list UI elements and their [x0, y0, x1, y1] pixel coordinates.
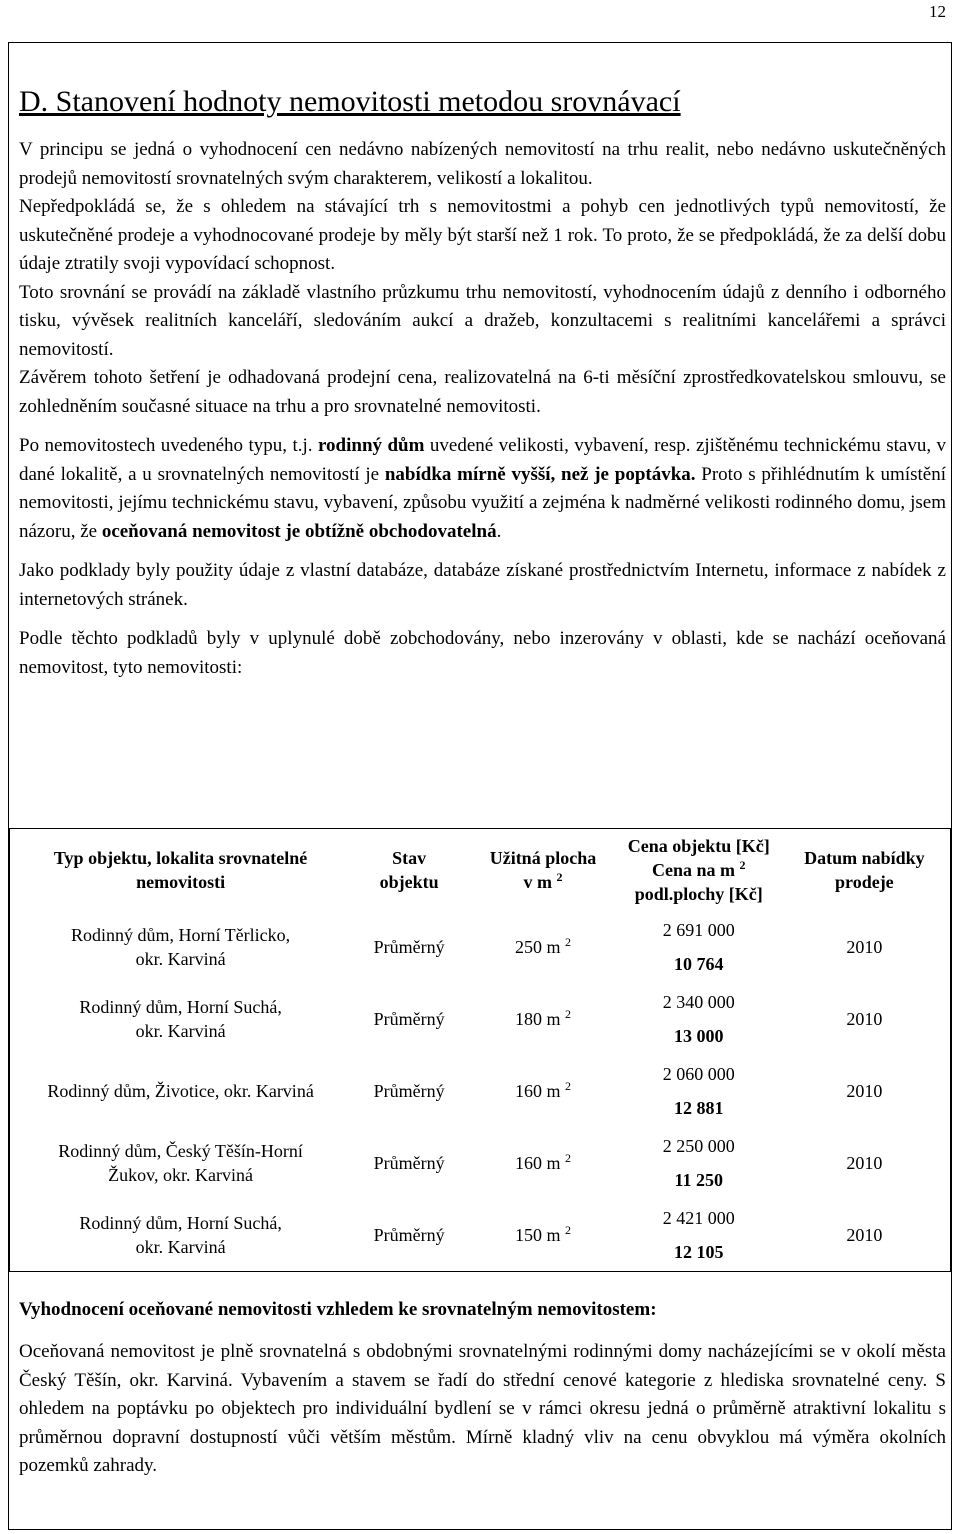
evaluation-text: Oceňovaná nemovitost je plně srovnatelná s obdobnými srovnatelnými rodinnými domy nacházejícími se v okolí města Český Těšín, okr. Karviná. Vybavením a stavem se řadí do střední cenové kategorie z hlediska srovnatelné ceny. S ohledem na poptávku po objektech pro individuální bydlení se v rámci okresu jedná o průměrně atraktivní lokalitu s průměrnou dopravní dostupností vůči větším městům. Mírně kladný vliv na cenu obvyklou má výměra okolních pozemků zahrady. — [19, 1341, 946, 1476]
cell-area-value: 160 m — [514, 1081, 561, 1101]
table-header-row — [10, 829, 951, 912]
header-price-line3: podl.plochy [Kč] — [634, 884, 763, 904]
paragraph-method: Toto srovnání se provádí na základě vlastního průzkumu trhu nemovitostí, vyhodnocením údajů z denního i odborného tisku, vývěsek realitních kanceláří, sledováním aukcí a dražeb, konzultacemi s realitními kancelářemi a správci nemovitostí. — [19, 281, 946, 360]
header-state-line1: Stav — [392, 848, 427, 868]
header-area-line2: v m — [523, 872, 552, 892]
market-text-d: nabídka mírně vyšší, než je poptávka. — [384, 463, 696, 485]
cell-area-sup: 2 — [564, 1007, 571, 1021]
header-area-sup: 2 — [556, 870, 563, 884]
table-row — [10, 983, 951, 1055]
header-state — [351, 829, 467, 912]
cell-area — [467, 1127, 619, 1199]
cell-area-value: 150 m — [514, 1225, 561, 1245]
cell-type: Rodinný dům, Horní Suchá, okr. Karviná — [79, 1213, 282, 1257]
cell-price-m2: 12 881 — [674, 1098, 724, 1118]
cell-price — [619, 1199, 779, 1272]
table-row — [10, 1055, 951, 1127]
header-area-line1: Užitná plocha — [489, 848, 597, 868]
cell-area-value: 160 m — [514, 1153, 561, 1173]
cell-type: Rodinný dům, Horní Suchá, okr. Karviná — [79, 997, 282, 1041]
cell-area — [467, 911, 619, 983]
cell-area-sup: 2 — [564, 935, 571, 949]
table-row — [10, 1127, 951, 1199]
market-text-b: rodinný dům — [317, 435, 425, 456]
paragraph-list-intro: Podle těchto podkladů byly v uplynulé době zobchodovány, nebo inzerovány v oblasti, kde se nachází oceňovaná nemovitost, tyto nemovitosti: — [19, 628, 946, 678]
cell-price — [619, 1127, 779, 1199]
cell-price — [619, 983, 779, 1055]
cell-state: Průměrný — [373, 937, 445, 957]
table-row — [10, 911, 951, 983]
main-content — [19, 84, 946, 682]
header-state-line2: objektu — [379, 872, 439, 892]
cell-date: 2010 — [846, 1081, 883, 1101]
cell-price-m2: 10 764 — [674, 954, 724, 974]
cell-price-total: 2 691 000 — [662, 920, 735, 940]
paragraph-conclusion: Závěrem tohoto šetření je odhadovaná prodejní cena, realizovatelná na 6-ti měsíční zprostředkovatelskou smlouvu, se zohledněním současné situace na trhu a pro srovnatelné nemovitosti. — [19, 367, 946, 417]
page-number: 12 — [929, 2, 946, 21]
cell-price-m2: 12 105 — [674, 1242, 724, 1262]
cell-date: 2010 — [846, 1153, 883, 1173]
cell-state: Průměrný — [373, 1153, 445, 1173]
cell-price-total: 2 250 000 — [662, 1136, 735, 1156]
cell-area-value: 250 m — [514, 937, 561, 957]
cell-state: Průměrný — [373, 1225, 445, 1245]
table-header — [10, 829, 951, 912]
market-text-a: Po nemovitostech uvedeného typu, t.j. — [19, 435, 318, 456]
header-price-sup: 2 — [739, 858, 746, 872]
cell-area-sup: 2 — [564, 1223, 571, 1237]
cell-price-total: 2 060 000 — [662, 1064, 735, 1084]
cell-date: 2010 — [846, 937, 883, 957]
market-text-e: Proto s přihlédnutím k umístění nemovitosti, jejímu technickému stavu, vybavení, způsobu využití a zejména k nadměrné velikosti rodinného domu, jsem názoru, že — [19, 463, 946, 542]
paragraph-principle: V principu se jedná o vyhodnocení cen nedávno nabízených nemovitostí na trhu realit, nebo nedávno uskutečněných prodejů nemovitostí srovnatelných svým charakterem, velikostí a lokalitou. — [19, 139, 946, 189]
evaluation-heading: Vyhodnocení oceňované nemovitosti vzhledem ke srovnatelným nemovitostem: — [19, 1299, 657, 1320]
cell-price-m2: 13 000 — [674, 1026, 724, 1046]
header-type — [10, 829, 352, 912]
paragraph-assumption: Nepředpokládá se, že s ohledem na stávající trh s nemovitostmi a pohyb cen jednotlivých typů nemovitostí, že uskutečněné prodeje a vyhodnocované prodeje by měly být starší než 1 rok. To proto, že se předpokládá, že za delší dobu údaje ztratily svoji vypovídací schopnost. — [19, 196, 946, 274]
cell-state: Průměrný — [373, 1009, 445, 1029]
cell-type: Rodinný dům, Horní Těrlicko, okr. Karviná — [71, 925, 291, 969]
cell-price-total: 2 340 000 — [662, 992, 735, 1012]
cell-area — [467, 1055, 619, 1127]
market-text-g: . — [496, 520, 502, 542]
evaluation-section — [19, 1296, 946, 1481]
header-type-label: Typ objektu, lokalita srovnatelné nemovitosti — [53, 848, 308, 892]
header-price — [619, 829, 779, 912]
cell-area-value: 180 m — [514, 1009, 561, 1029]
header-date-label: Datum nabídky prodeje — [804, 848, 925, 892]
comparison-table — [9, 828, 951, 1272]
header-price-line2: Cena na m — [652, 860, 736, 880]
header-area — [467, 829, 619, 912]
cell-date: 2010 — [846, 1225, 883, 1245]
cell-price — [619, 1055, 779, 1127]
cell-area — [467, 983, 619, 1055]
cell-area-sup: 2 — [564, 1079, 571, 1093]
cell-price-m2: 11 250 — [674, 1170, 724, 1190]
section-heading: D. Stanovení hodnoty nemovitosti metodou srovnávací — [19, 85, 681, 118]
market-text-f: oceňovaná nemovitost je obtížně obchodovatelná — [101, 520, 497, 542]
cell-price — [619, 911, 779, 983]
cell-type: Rodinný dům, Životice, okr. Karviná — [47, 1081, 314, 1101]
table-body — [10, 911, 951, 1272]
cell-area-sup: 2 — [564, 1151, 571, 1165]
cell-type: Rodinný dům, Český Těšín-Horní Žukov, okr. Karviná — [58, 1141, 303, 1185]
cell-price-total: 2 421 000 — [662, 1208, 735, 1228]
paragraph-market — [19, 432, 946, 546]
market-text-c: uvedené velikosti, vybavení, resp. zjištěnému technickému stavu, v dané lokalitě, a u srovnatelných nemovitostí je — [19, 435, 947, 485]
table-row — [10, 1199, 951, 1272]
paragraph-sources: Jako podklady byly použity údaje z vlastní databáze, databáze získané prostřednictvím Internetu, informace z nabídek z internetových stránek. — [19, 560, 946, 610]
header-price-line1: Cena objektu [Kč] — [627, 836, 770, 856]
cell-state: Průměrný — [373, 1081, 445, 1101]
cell-date: 2010 — [846, 1009, 883, 1029]
cell-area — [467, 1199, 619, 1272]
header-date — [779, 829, 951, 912]
